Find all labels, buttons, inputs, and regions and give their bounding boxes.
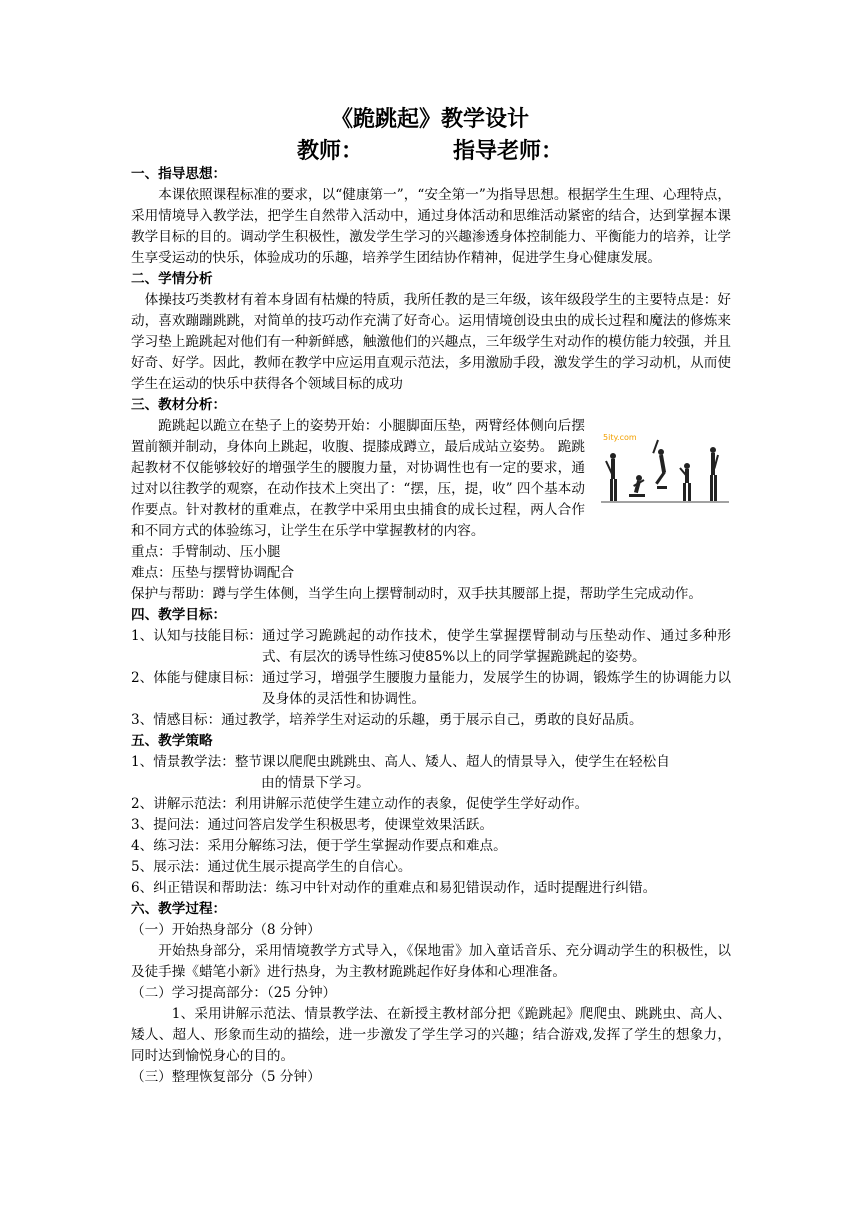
kneeling-jump-figure (599, 428, 731, 520)
goal-label: 2、体能与健康目标： (131, 670, 262, 686)
process-part-3-heading: （三）整理恢复部分（5 分钟） (131, 1069, 321, 1085)
goal-text: 通过学习跪跳起的动作技术，使学生掌握摆臂制动与压垫动作、通过多种形式、有层次的诱导性练习使85%以上的同学掌握跪跳起的姿势。 (262, 628, 731, 665)
protection-help: 保护与帮助：蹲与学生体侧，当学生向上摆臂制动时，双手扶其腰部上提，帮助学生完成动作。 (131, 586, 702, 602)
section-heading-2: 二、学情分析 (131, 271, 213, 287)
key-point: 重点：手臂制动、压小腿 (131, 544, 281, 560)
process-part-1-heading: （一）开始热身部分（8 分钟） (131, 922, 321, 938)
section-3-text: 跪跳起以跪立在垫子上的姿势开始：小腿脚面压垫，两臂经体侧向后摆置前额并制动，身体向上跳起，收腹、提膝成蹲立，最后成站立姿势。 跪跳起教材不仅能够较好的增强学生的腰腹力量，对协调性也有一定的要求，通过对以往教学的观察，在动作技术上突出了：“摆，压，提，收” 四个基本动作要点。针对教材的重难点，在教学中采用虫虫捕食的成长过程，两人合作和不同方式的体验练习，让学生在乐学中掌握教材的内容。 (131, 418, 585, 539)
process-part-2-heading: （二）学习提高部分：（25 分钟） (131, 985, 337, 1001)
section-heading-4: 四、教学目标： (131, 607, 227, 623)
section-heading-3: 三、教材分析： (131, 397, 227, 413)
section-2-text: 体操技巧类教材有着本身固有枯燥的特质，我所任教的是三年级，该年级段学生的主要特点是：好动，喜欢蹦蹦跳跳，对简单的技巧动作充满了好奇心。运用情境创设虫虫的成长过程和魔法的修炼来学习垫上跪跳起对他们有一种新鲜感，触激他们的兴趣点，三年级学生对动作的模仿能力较强，并且好奇、好学。因此，教师在教学中应运用直观示范法，多用激励手段，激发学生的学习动机，从而使学生在运动的快乐中获得各个领域目标的成功 (131, 292, 731, 392)
strategy-item: 5、展示法：通过优生展示提高学生的自信心。 (131, 859, 412, 875)
goal-label: 1、认知与技能目标： (131, 628, 262, 644)
goal-3: 3、情感目标：通过教学，培养学生对运动的乐趣，勇于展示自己，勇敢的良好品质。 (131, 712, 643, 728)
goal-item (131, 626, 731, 668)
section-heading-5: 五、教学策略 (131, 733, 213, 749)
section-1-text: 本课依照课程标准的要求，以“健康第一”，“安全第一”为指导思想。根据学生生理、心理特点，采用情境导入教学法，把学生自然带入活动中，通过身体活动和思维活动紧密的结合，达到掌握本课教学目标的目的。调动学生积极性，激发学生学习的兴趣渗透身体控制能力、平衡能力的培养，让学生享受运动的快乐，体验成功的乐趣，培养学生团结协作精神，促进学生身心健康发展。 (131, 187, 731, 266)
strategy-item: 4、练习法：采用分解练习法，便于学生掌握动作要点和难点。 (131, 838, 507, 854)
strategy-item: 3、提问法：通过问答启发学生积极思考，使课堂效果活跃。 (131, 817, 494, 833)
document-body (131, 164, 731, 1088)
process-part-1-text: 开始热身部分，采用情境教学方式导入，《保地雷》加入童话音乐、充分调动学生的积极性，以及徒手操《蜡笔小新》进行热身，为主教材跪跳起作好身体和心理准备。 (131, 943, 731, 980)
section-heading-6: 六、教学过程： (131, 901, 227, 917)
strategy-item (131, 752, 731, 773)
mentor-label: 指导老师： (453, 138, 564, 164)
process-part-2-text: 1、采用讲解示范法、情景教学法、在新授主教材部分把《跪跳起》爬爬虫、跳跳虫、高人、矮人、超人、形象而生动的描绘，进一步激发了学生学习的兴趣；结合游戏,发挥了学生的想象力，同时达到愉悦身心的目的。 (131, 1006, 731, 1064)
teacher-label: 教师： (296, 138, 363, 164)
difficulty-point: 难点：压垫与摆臂协调配合 (131, 565, 295, 581)
goal-text: 通过学习，增强学生腰腹力量能力，发展学生的协调，锻炼学生的协调能力以及身体的灵活性和协调性。 (262, 670, 731, 707)
page-subtitle (0, 136, 860, 166)
strategy-text-continued: 由的情景下学习。 (261, 775, 370, 791)
strategy-item: 2、讲解示范法：利用讲解示范使学生建立动作的表象，促使学生学好动作。 (131, 796, 589, 812)
figure-watermark: 5ity.com (603, 433, 637, 442)
strategy-item: 6、纠正错误和帮助法：练习中针对动作的重难点和易犯错误动作，适时提醒进行纠错。 (131, 880, 657, 896)
goal-item (131, 668, 731, 710)
strategy-label: 1、情景教学法： (131, 754, 235, 770)
kneeling-jump-sequence-illustration (599, 428, 731, 520)
section-heading-1: 一、指导思想： (131, 166, 227, 182)
page-title: 《跪跳起》教学设计 (330, 106, 529, 132)
strategy-text: 整节课以爬爬虫跳跳虫、高人、矮人、超人的情景导入，使学生在轻松自 (234, 754, 670, 770)
